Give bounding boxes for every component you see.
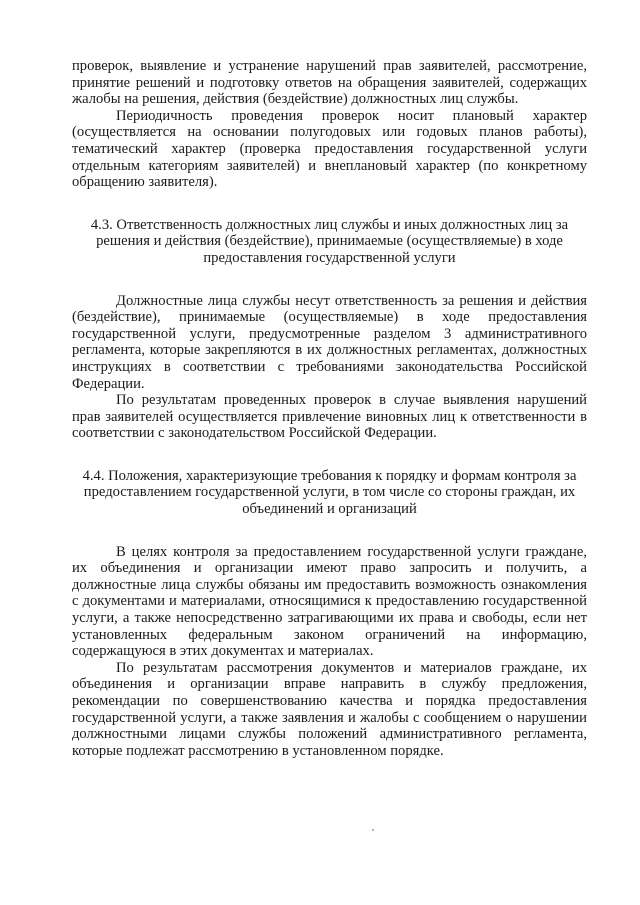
paragraph-inspection-results: По результатам проведенных проверок в случае выявления нарушений прав заявителей осуществляется привлечение виновных лиц к ответственности в соответствии с законодательством Российской Федерации. [72,392,587,442]
section-heading-4-4: 4.4. Положения, характеризующие требования к порядку и формам контроля за предоставлением государственной услуги, в том числе со стороны граждан, их объединений и организаций [82,467,577,518]
scan-artifact-dot [372,829,374,831]
section-heading-4-3: 4.3. Ответственность должностных лиц службы и иных должностных лиц за решения и действия (бездействие), принимаемые (осуществляемые) в ходе предоставления государственной услуги [90,216,569,266]
paragraph-officials-responsibility: Должностные лица службы несут ответственность за решения и действия (бездействие), принимаемые (осуществляемые) в ходе предоставления государственной услуги, предусмотренные разделом 3 административного регламента, которые закрепляются в их должностных регламентах, должностных инструкциях в соответствии с требованиями законодательства Российской Федерации. [72,292,587,392]
paragraph-continuation: проверок, выявление и устранение нарушений прав заявителей, рассмотрение, принятие решений и подготовку ответов на обращения заявителей, содержащих жалобы на решения, действия (бездействие) должностных лиц службы. [72,58,587,108]
paragraph-citizen-control: В целях контроля за предоставлением государственной услуги граждане, их объединения и организации имеют право запросить и получить, а должностные лица службы обязаны им предоставить возможность ознакомления с документами и материалами, относящимися к предоставлению государственной услуги, а также непосредственно затрагивающими их права и свободы, если нет установленных федеральным законом ограничений на информацию, содержащуюся в этих документах и материалах. [72,543,587,660]
paragraph-inspection-periodicity: Периодичность проведения проверок носит плановый характер (осуществляется на основании полугодовых или годовых планов работы), тематический характер (проверка предоставления государственной услуги отдельным категориям заявителей) и внеплановый характер (по конкретному обращению заявителя). [72,107,587,191]
document-body [72,58,587,759]
paragraph-citizen-proposals: По результатам рассмотрения документов и материалов граждане, их объединения и организации вправе направить в службу предложения, рекомендации по совершенствованию качества и порядка предоставления государственной услуги, а также заявления и жалобы с сообщением о нарушении должностными лицами службы положений административного регламента, которые подлежат рассмотрению в установленном порядке. [72,659,587,759]
